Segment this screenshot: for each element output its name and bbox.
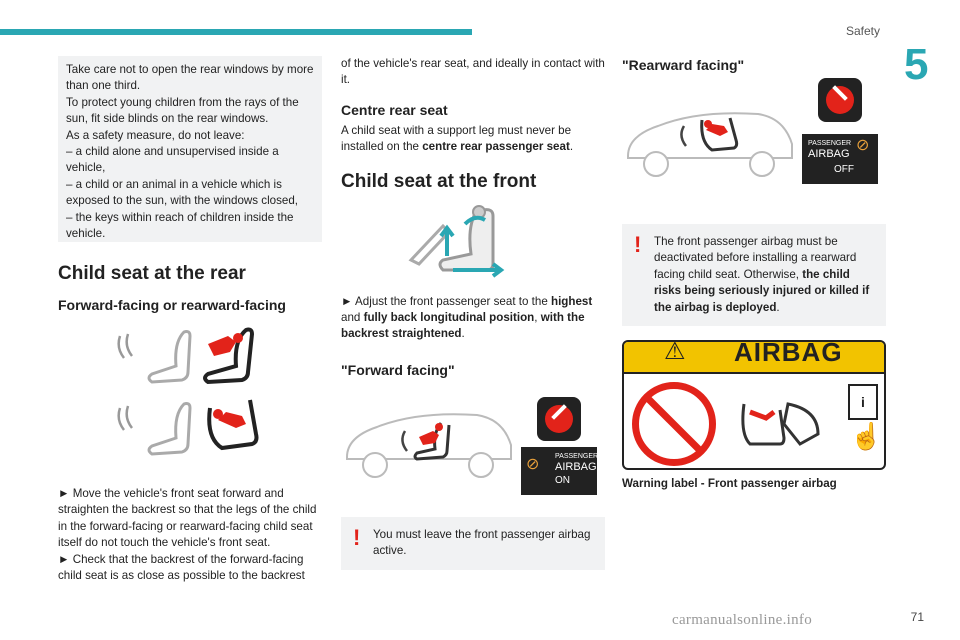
box-line: As a safety measure, do not leave:: [66, 128, 245, 142]
car-forward-child-seat: [341, 407, 517, 487]
step-move-seat: ► Move the vehicle's front seat forward and straighten the backrest so that the legs of the child in the forward-facing or rearward-facing child seat itself do not touch the vehicle's front seat.: [58, 487, 317, 550]
adjust-seat-step: [341, 294, 605, 343]
text-run: A child seat with a support leg must never be installed on the: [341, 123, 572, 154]
panel-line2: AIRBAG: [555, 460, 597, 473]
header-accent-bar: [0, 29, 472, 35]
warning-icon: !: [353, 524, 361, 550]
text-run: .: [569, 140, 574, 154]
rear-subheading: Forward-facing or rearward-facing: [58, 297, 286, 313]
airbag-deploy-icon: [728, 384, 828, 464]
text-run: and: [341, 311, 364, 325]
text-run: ,: [534, 311, 541, 325]
box-line: To protect young children from the rays of the sun, fit side blinds on the rear windows.: [66, 95, 299, 126]
text-bold: the child risks being seriously injured or killed if the airbag is deployed: [654, 267, 870, 314]
forward-facing-heading: "Forward facing": [341, 361, 455, 378]
rear-seat-illustration: [58, 326, 322, 466]
section-title: Safety: [845, 24, 880, 38]
text-run: .: [776, 300, 780, 314]
no-rear-facing-seat-icon: [632, 382, 716, 466]
panel-line2: AIRBAG: [808, 148, 850, 160]
airbag-off-knob-icon: [818, 78, 862, 122]
text-bold: with the backrest straightened: [341, 311, 585, 341]
forward-warning-box: [341, 517, 605, 570]
step-check-backrest: ► Check that the backrest of the forward-facing child seat is as close as possible to the backrest: [58, 552, 305, 583]
rearward-warning-box: [622, 224, 886, 326]
rearward-facing-seat-figure: [119, 400, 257, 454]
text-bold: centre rear passenger seat: [422, 140, 570, 154]
airbag-on-panel: [521, 447, 597, 495]
front-seat-adjust-illustration: [341, 204, 605, 284]
airbag-off-panel: [802, 134, 878, 184]
warning-icon: !: [634, 232, 642, 257]
centre-rear-heading: Centre rear seat: [341, 101, 448, 118]
manual-book-icon: i: [848, 384, 878, 420]
forward-facing-figure: [341, 387, 605, 505]
centre-rear-text: [341, 123, 605, 156]
front-heading: Child seat at the front: [341, 170, 537, 192]
airbag-on-knob-icon: [537, 397, 581, 441]
column-1: [58, 56, 322, 584]
watermark: carmanualsonline.info: [672, 612, 813, 628]
label-caption: Warning label - Front passenger airbag: [622, 477, 837, 491]
continued-text: of the vehicle's rear seat, and ideally in contact with it.: [341, 57, 605, 87]
warning-triangle-icon: ⚠: [664, 340, 686, 366]
column-2: [341, 56, 605, 570]
rearward-facing-figure: [622, 80, 886, 198]
box-line: – a child alone and unsupervised inside a vehicle,: [66, 145, 279, 175]
text-run: .: [461, 327, 465, 341]
rearward-facing-heading: "Rearward facing": [622, 57, 745, 73]
text-run: ► Adjust the front passenger seat to the: [341, 294, 551, 308]
panel-line1: PASSENGER: [808, 140, 852, 147]
rear-heading: Child seat at the rear: [58, 263, 246, 284]
airbag-status-icon: ⊘: [526, 455, 540, 473]
airbag-warning-label: [622, 340, 886, 470]
forward-facing-seat-figure: [119, 330, 252, 383]
panel-state: OFF: [834, 164, 854, 175]
box-line: Take care not to open the rear windows by more than one third.: [66, 63, 314, 93]
box-line: – the keys within reach of children inside the vehicle.: [66, 210, 294, 241]
label-banner-text: AIRBAG: [734, 340, 843, 368]
page-number: 71: [910, 610, 924, 624]
text-bold: highest: [550, 294, 593, 308]
label-banner: [624, 342, 884, 374]
forward-warning-text: You must leave the front passenger airbag active.: [373, 527, 591, 558]
chapter-number: 5: [904, 40, 929, 89]
rearward-warning-text: [654, 234, 876, 316]
car-rearward-child-seat: [622, 106, 798, 186]
airbag-status-icon: ⊘: [856, 137, 870, 154]
box-line: – a child or an animal in a vehicle which is exposed to the sun, with the windows closed,: [66, 177, 299, 208]
panel-line1: PASSENGER: [555, 452, 599, 460]
sun-safety-box: [58, 56, 322, 242]
text-bold: fully back longitudinal position: [363, 311, 535, 325]
column-3: [622, 56, 886, 492]
text-run: The front passenger airbag must be deactivated before installing a rearward facing child seat. Otherwise,: [654, 235, 857, 281]
hand-pointing-icon: ☝: [850, 421, 883, 452]
panel-state: ON: [555, 474, 570, 486]
